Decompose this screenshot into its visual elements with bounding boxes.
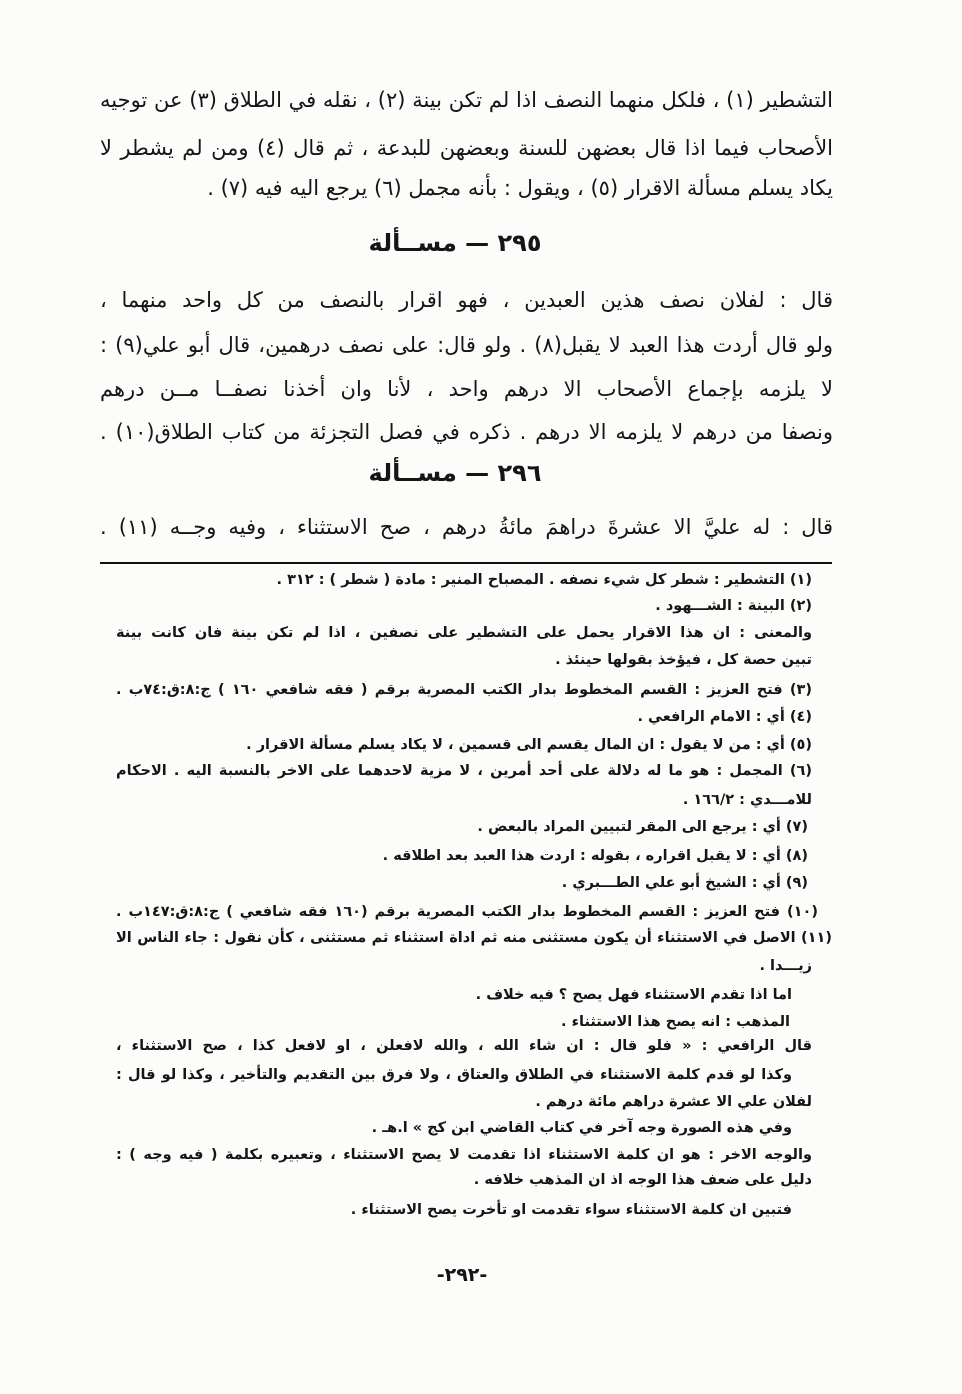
footnote-line: اما اذا تقدم الاستثناء فهل يصح ؟ فيه خلاف . (475, 987, 792, 1003)
section-heading: ٢٩٥ — مســألة (368, 229, 542, 257)
footnote-line: زيـــدا . (759, 958, 812, 974)
footnote-line: (٩) أي : الشيخ أبو علي الطـــبري . (561, 875, 808, 891)
section-heading: ٢٩٦ — مســألة (368, 459, 542, 487)
body-line: يكاد يسلم مسألة الاقرار (٥) ، ويقول : بأنه مجمل (٦) يرجع اليه فيه (٧) . (207, 176, 833, 200)
footnote-line: المذهب : انه يصح هذا الاستثناء . (561, 1014, 790, 1030)
footnote-separator (100, 562, 832, 564)
footnote-line: (٤) أي : الامام الرافعي . (637, 709, 812, 725)
body-line: ونصفا من درهم لا يلزمه الا درهم . ذكره في فصل التجزئة من كتاب الطلاق(١٠) . (100, 420, 833, 444)
footnote-line: قال الرافعي : « فلو قال : ان شاء الله ، والله لافعلن ، او لافعل كذا ، صح الاستثناء ، (116, 1038, 812, 1054)
body-line: ولو قال أردت هذا العبد لا يقبل(٨) . ولو قال: على نصف درهمين، قال أبو علي(٩) : (100, 333, 833, 357)
footnote-line: لفلان علي الا عشرة دراهم مائة درهم . (535, 1094, 812, 1110)
footnote-line: فتبين ان كلمة الاستثناء سواء تقدمت او تأخرت يصح الاستثناء . (350, 1202, 792, 1218)
footnote-line: دليل على ضعف هذا الوجه اذ ان المذهب خلافه . (473, 1172, 812, 1188)
footnote-line: (٢) البينة : الشـــهود . (655, 598, 812, 614)
footnote-line: (٦) المجمل : هو ما له دلالة على أحد أمرين ، لا مزية لاحدهما على الاخر بالنسبة اليه . الاحكام (116, 763, 812, 779)
page-number: -٢٩٢- (436, 1264, 488, 1286)
footnote-line: (١) التشطير : شطر كل شيء نصفه . المصباح المنير : مادة ( شطر ) : ٣١٢ . (276, 572, 812, 588)
footnote-line: (١١) الاصل في الاستثناء أن يكون مستثنى منه ثم اداة استثناء ثم مستثنى ، كأن نقول : جاء الناس الا (116, 930, 832, 946)
footnote-line: (٥) أي : من لا يقول : ان المال يقسم الى قسمين ، لا يكاد يسلم مسألة الاقرار . (246, 737, 812, 753)
footnote-line: (١٠) فتح العزيز : القسم المخطوط بدار الكتب المصرية برقم (١٦٠ فقه شافعي ) ج:٨:ق:١٤٧ب . (116, 904, 818, 920)
footnote-line: وفي هذه الصورة وجه آخر في كتاب القاضي ابن كج » ا.هـ . (371, 1120, 792, 1136)
footnote-line: (٣) فتح العزيز : القسم المخطوط بدار الكتب المصرية برقم ( فقه شافعي ١٦٠ ) ج:٨:ق:٧٤ب . (116, 682, 812, 698)
body-line: التشطير (١) ، فلكل منهما النصف اذا لم تكن بينة (٢) ، نقله في الطلاق (٣) عن توجيه (100, 88, 833, 112)
footnote-line: تبين حصة كل ، فيؤخذ بقولها حينئذ . (555, 652, 812, 668)
footnote-line: وكذا لو قدم كلمة الاستثناء في الطلاق والعتاق ، ولا فرق بين التقديم والتأخير ، وكذا لو قال : (116, 1067, 792, 1083)
body-line: قال : لفلان نصف هذين العبدين ، فهو اقرار بالنصف من كل واحد منهما ، (100, 288, 833, 312)
body-line: قال : له عليَّ الا عشرةَ دراهمَ مائةُ درهم ، صح الاستثناء ، وفيه وجــه (١١) . (100, 515, 833, 539)
footnote-line: (٧) أي : يرجع الى المقر لتبيين المراد بالبعض . (477, 819, 808, 835)
footnote-line: للامـــدي : ١٦٦/٢ . (682, 792, 812, 808)
body-line: لا يلزمه بإجماع الأصحاب الا درهم واحد ، لأنا وان أخذنا نصفــا مــن درهم (100, 377, 833, 401)
footnote-line: والوجه الاخر : هو ان كلمة الاستثناء اذا تقدمت لا يصح الاستثناء ، وتعبيره بكلمة ( فيه وجه ) : (116, 1147, 812, 1163)
footnote-line: والمعنى : ان هذا الاقرار يحمل على التشطير على نصفين ، اذا لم تكن بينة فان كانت بينة (116, 625, 812, 641)
footnote-line: (٨) أي : لا يقبل اقراره ، بقوله : اردت هذا العبد بعد اطلاقه . (382, 848, 808, 864)
body-line: الأصحاب فيما اذا قال بعضهن للسنة وبعضهن للبدعة ، ثم قال (٤) ومن لم يشطر لا (100, 136, 833, 160)
